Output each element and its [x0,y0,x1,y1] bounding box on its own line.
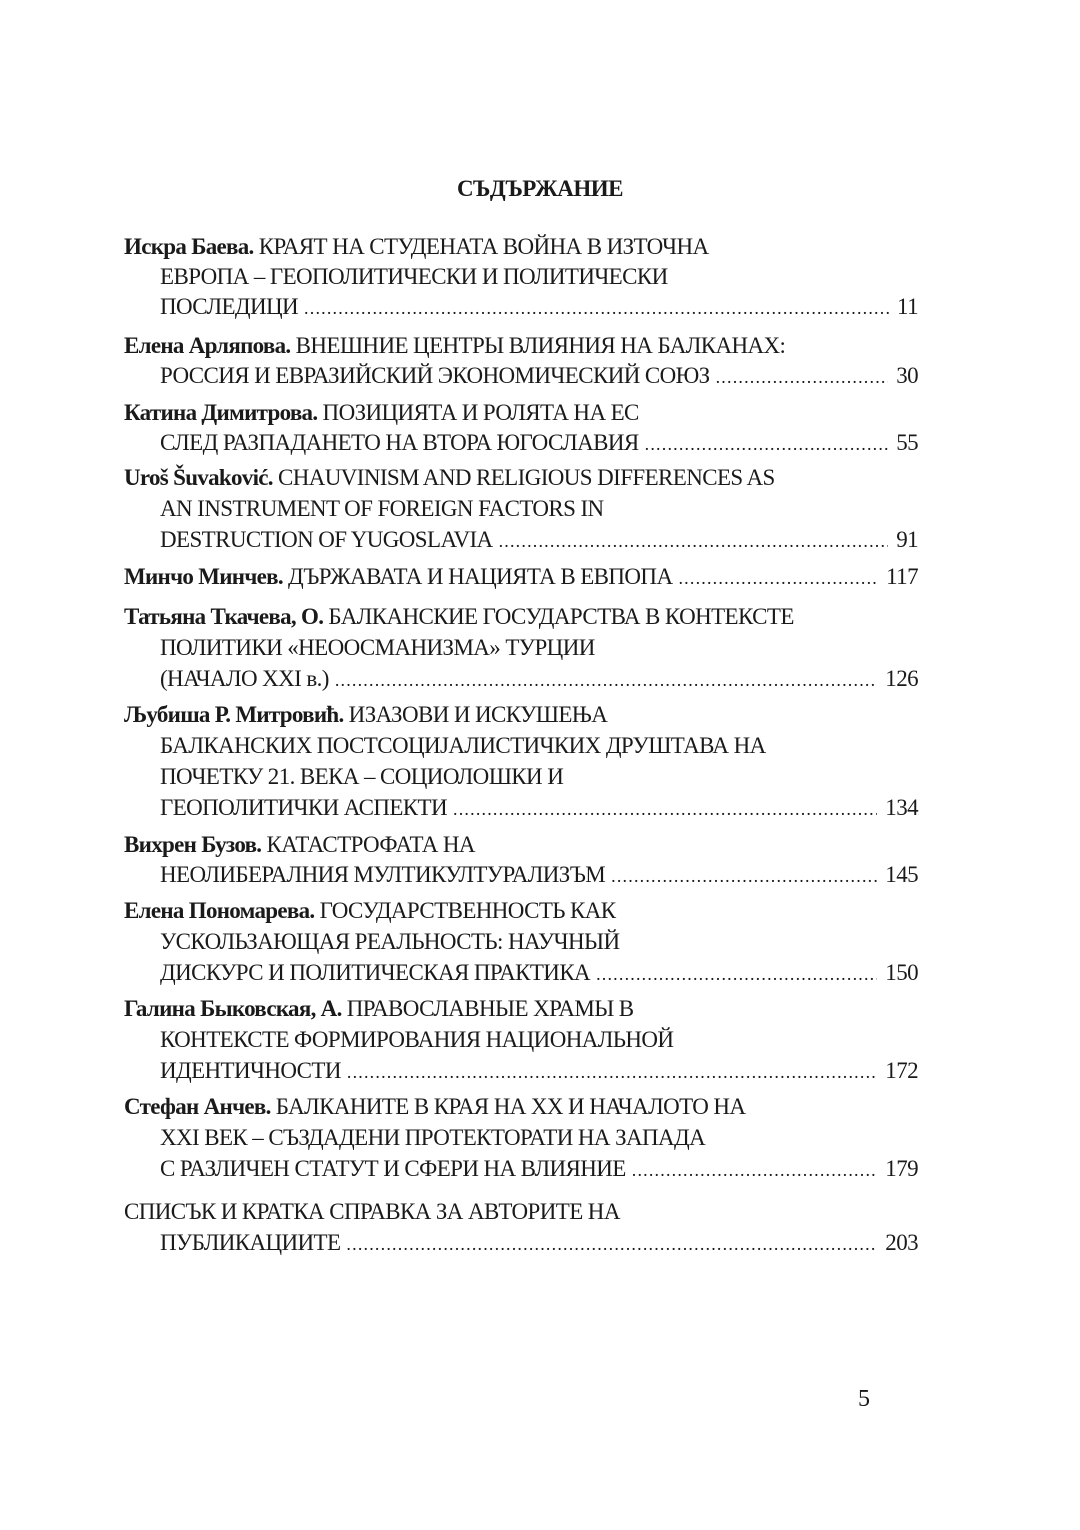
dot-leader [645,429,889,459]
toc-title: БАЛКАНСКИЕ ГОСУДАРСТВА В КОНТЕКСТЕ [323,604,794,629]
toc-page-number: 203 [885,1230,918,1255]
toc-author: Галина Быковская, А. [124,996,342,1021]
toc-entry-line: УСКОЛЬЗАЮЩАЯ РЕАЛЬНОСТЬ: НАУЧНЫЙ [160,929,620,954]
toc-author: Вихрен Бузов. [124,832,262,857]
toc-title: БАЛКАНИТЕ В КРАЯ НА XX И НАЧАЛОТО НА [270,1094,746,1119]
toc-entry-leader-line[interactable] [160,860,918,890]
page-number: 5 [858,1386,870,1412]
toc-entry-first-line [124,1092,745,1122]
toc-entry-first-line: СПИСЪК И КРАТКА СПРАВКА ЗА АВТОРИТЕ НА [124,1199,620,1224]
toc-entry-first-line [124,700,607,730]
toc-entry-first-line [124,232,709,262]
toc-page-number: 145 [885,862,918,887]
dot-leader [453,794,877,824]
toc-page-number: 126 [885,666,918,691]
toc-title: ПРАВОСЛАВНЫЕ ХРАМЫ В [341,996,634,1021]
dot-leader [346,1229,877,1259]
toc-entry-first-line [124,994,634,1024]
toc-page-number: 11 [897,294,918,319]
toc-title: НЕОЛИБЕРАЛНИЯ МУЛТИКУЛТУРАЛИЗЪМ [160,862,606,887]
toc-author: Татьяна Ткачева, О. [124,604,324,629]
toc-author: Катина Димитрова. [124,400,318,425]
toc-title: ПОЗИЦИЯТА И РОЛЯТА НА ЕС [317,400,639,425]
toc-page-number: 30 [896,363,918,388]
toc-entry-leader-line[interactable] [160,1228,918,1258]
toc-entry-line: ПОЧЕТКУ 21. ВЕКА – СОЦИОЛОШКИ И [160,764,564,789]
toc-author: Елена Арляпова. [124,333,291,358]
toc-author: Минчо Минчев. [124,564,283,589]
toc-entry-leader-line[interactable] [160,664,918,694]
toc-entry-leader-line[interactable] [160,292,918,322]
toc-title: КРАЯТ НА СТУДЕНАТА ВОЙНА В ИЗТОЧНА [253,234,709,259]
dot-leader [596,959,877,989]
toc-entry-line: ЕВРОПА – ГЕОПОЛИТИЧЕСКИ И ПОЛИТИЧЕСКИ [160,264,668,289]
toc-entry-leader-line[interactable] [160,428,918,458]
toc-page-number: 179 [885,1156,918,1181]
toc-author: Искра Баева. [124,234,254,259]
toc-title: ВНЕШНИЕ ЦЕНТРЫ ВЛИЯНИЯ НА БАЛКАНАХ: [290,333,786,358]
toc-entry-first-line [124,896,616,926]
toc-entry-leader-line[interactable] [160,1056,918,1086]
toc-entry-leader-line[interactable] [160,1154,918,1184]
toc-title: ДЪРЖАВАТА И НАЦИЯТА В ЕВПОПА [282,564,673,589]
dot-leader [347,1057,877,1087]
toc-entry-leader-line[interactable] [160,525,918,555]
toc-author: Стефан Анчев. [124,1094,271,1119]
toc-page-number: 91 [896,527,918,552]
dot-leader [632,1155,878,1185]
dot-leader [304,293,889,323]
toc-title: DESTRUCTION OF YUGOSLAVIA [160,527,493,552]
toc-entry-first-line [124,602,794,632]
contents-heading: СЪДЪРЖАНИЕ [456,176,624,201]
dot-leader [499,526,889,556]
dot-leader [335,665,877,695]
dot-leader [611,861,877,891]
toc-entry-first-line [124,331,785,361]
toc-title: ГОСУДАРСТВЕННОСТЬ КАК [314,898,616,923]
toc-entry-leader-line[interactable] [160,958,918,988]
toc-title: СЛЕД РАЗПАДАНЕТО НА ВТОРА ЮГОСЛАВИЯ [160,430,639,455]
toc-page-number: 117 [886,564,918,589]
toc-entry-leader-line[interactable] [160,793,918,823]
toc-author: Елена Пономарева. [124,898,315,923]
toc-page-number: 134 [885,795,918,820]
toc-entry-first-line [124,830,475,860]
toc-title: ГЕОПОЛИТИЧКИ АСПЕКТИ [160,795,448,820]
toc-entry-line: ПОЛИТИКИ «НЕООСМАНИЗМА» ТУРЦИИ [160,635,595,660]
toc-title: CHAUVINISM AND RELIGIOUS DIFFERENCES AS [272,465,775,490]
toc-title: ПУБЛИКАЦИИТЕ [160,1230,341,1255]
toc-entry-first-line [124,463,775,493]
toc-entry-leader-line[interactable] [124,562,918,592]
toc-author: Љубиша Р. Митровић. [124,702,344,727]
toc-entry-first-line [124,398,639,428]
dot-leader [716,362,889,392]
toc-page-number: 150 [885,960,918,985]
toc-entry-line: БАЛКАНСКИХ ПОСТСОЦИЈАЛИСТИЧКИХ ДРУШТАВА НА [160,733,766,758]
toc-entry-first-line [124,562,672,592]
toc-entry-line: XXI ВЕК – СЪЗДАДЕНИ ПРОТЕКТОРАТИ НА ЗАПАДА [160,1125,706,1150]
toc-title: С РАЗЛИЧЕН СТАТУТ И СФЕРИ НА ВЛИЯНИЕ [160,1156,626,1181]
toc-entry-line: КОНТЕКСТЕ ФОРМИРОВАНИЯ НАЦИОНАЛЬНОЙ [160,1027,674,1052]
toc-title: РОССИЯ И ЕВРАЗИЙСКИЙ ЭКОНОМИЧЕСКИЙ СОЮЗ [160,363,710,388]
toc-title: (НАЧАЛО XXI в.) [160,666,329,691]
toc-entry-line: AN INSTRUMENT OF FOREIGN FACTORS IN [160,496,604,521]
toc-title: ДИСКУРС И ПОЛИТИЧЕСКАЯ ПРАКТИКА [160,960,591,985]
dot-leader [678,563,878,593]
toc-title: ИДЕНТИЧНОСТИ [160,1058,341,1083]
toc-entry-leader-line[interactable] [160,361,918,391]
toc-title: ИЗАЗОВИ И ИСКУШЕЊА [343,702,608,727]
toc-title: ПОСЛЕДИЦИ [160,294,299,319]
toc-title: КАТАСТРОФАТА НА [261,832,475,857]
toc-page-number: 55 [896,430,918,455]
toc-page-number: 172 [885,1058,918,1083]
toc-author: Uroš Šuvaković. [124,465,273,490]
